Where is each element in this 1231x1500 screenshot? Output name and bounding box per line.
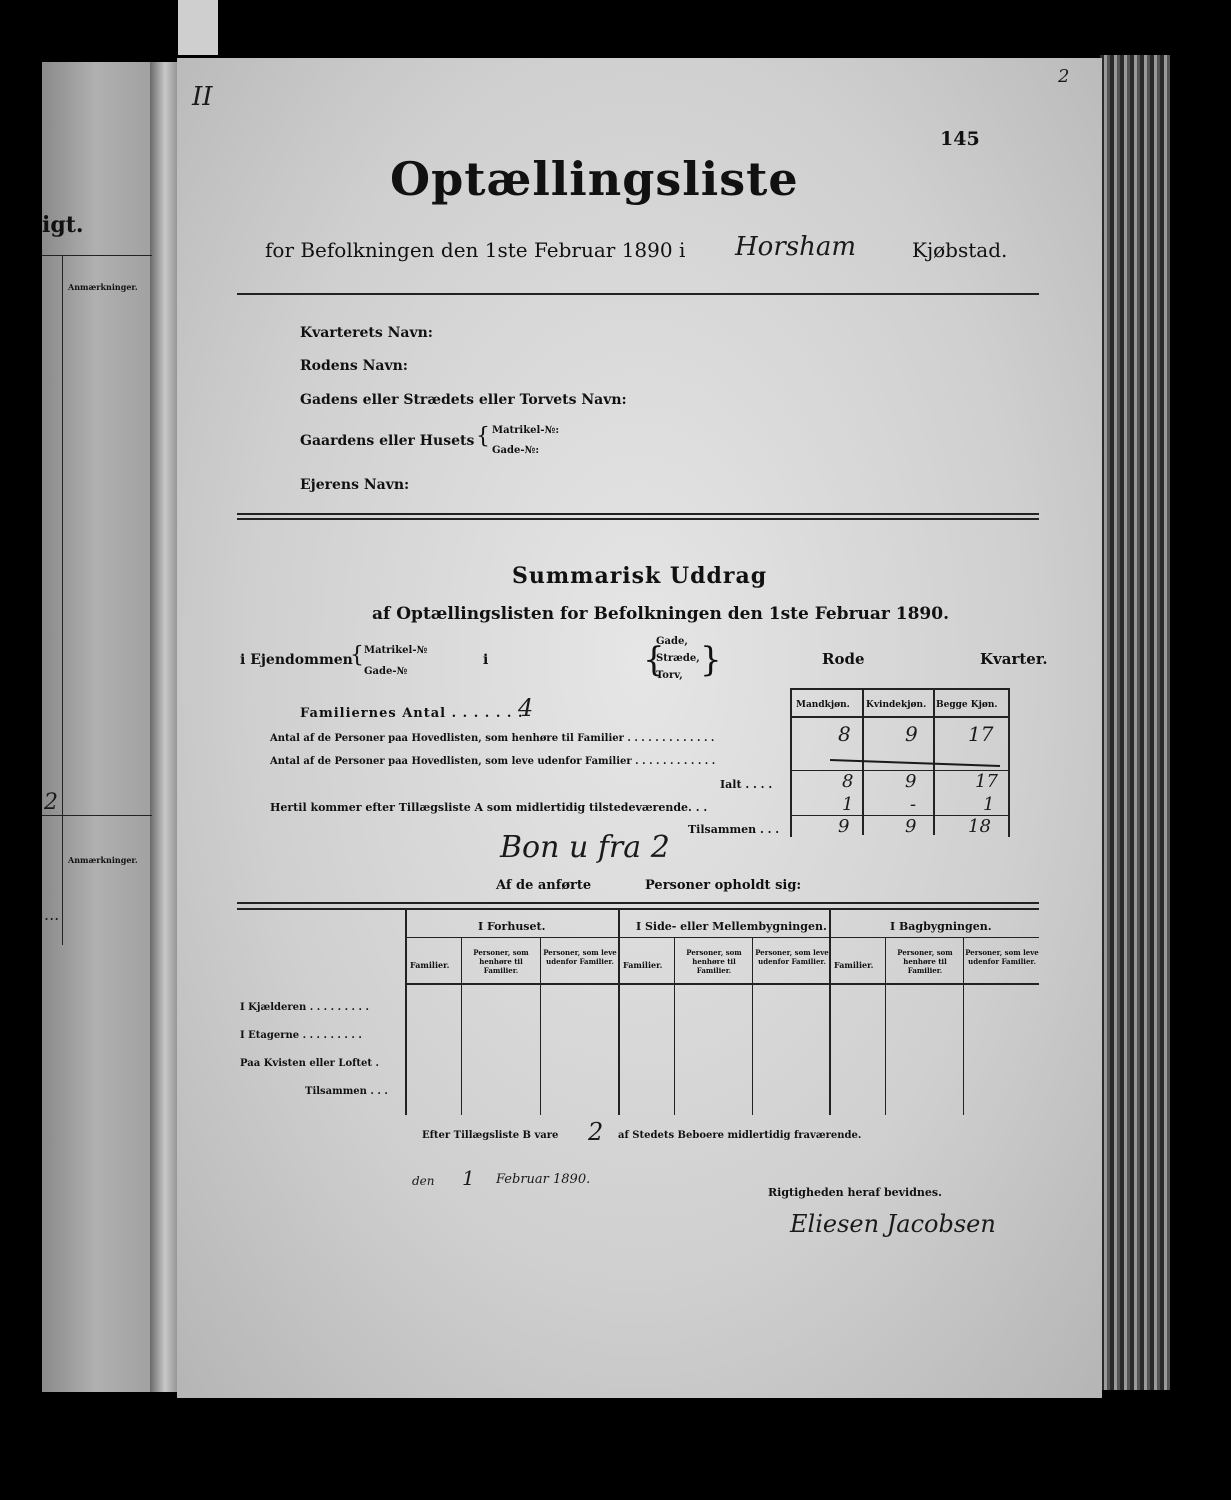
group-sidebygning: I Side- eller Mellembygningen. bbox=[636, 920, 827, 933]
table-top-rule bbox=[237, 902, 1039, 904]
kvarter-label: Kvarter. bbox=[980, 650, 1048, 668]
subcol-familier: Familier. bbox=[410, 960, 450, 970]
value-mand-ialt: 8 bbox=[842, 771, 854, 792]
property-matrikel-nr: Matrikel-№ bbox=[364, 645, 428, 656]
book-gutter bbox=[150, 62, 180, 1392]
value-mand-tillaeg: 1 bbox=[842, 794, 854, 815]
field-matrikel-nr: Matrikel-№: bbox=[492, 425, 560, 436]
row-kjaelderen: I Kjælderen . . . . . . . . . bbox=[240, 1002, 369, 1013]
subcol-udenfor: Personer, som leve udenfor Familier. bbox=[965, 948, 1039, 966]
row-etagerne: I Etagerne . . . . . . . . . bbox=[240, 1030, 362, 1041]
col-kvindekjon: Kvindekjøn. bbox=[866, 700, 927, 710]
row-label-udenfor: Antal af de Personer paa Hovedlisten, som leve udenfor Familier . . . . . . . . . . . . bbox=[270, 756, 716, 767]
summary-subheading: af Optællingslisten for Befolkningen den 1ste Februar 1890. bbox=[372, 604, 950, 624]
af-de-anforte: Af de anførte bbox=[496, 878, 592, 893]
subcol-familier: Familier. bbox=[834, 960, 874, 970]
table-col-line bbox=[540, 937, 541, 1115]
table-top-rule bbox=[237, 908, 1039, 910]
page-edges bbox=[1100, 55, 1170, 1390]
group-forhuset: I Forhuset. bbox=[478, 920, 546, 933]
row-kvisten-loftet: Paa Kvisten eller Loftet . bbox=[240, 1058, 379, 1069]
section-rule bbox=[237, 513, 1039, 515]
value-begge-henhore: 17 bbox=[968, 722, 994, 746]
value-mand-tilsammen: 9 bbox=[838, 816, 850, 837]
field-gadens-navn: Gadens eller Strædets eller Torvets Navn: bbox=[300, 392, 627, 408]
left-rule bbox=[42, 255, 152, 256]
field-gade-nr: Gade-№: bbox=[492, 445, 540, 456]
page-title: Optællingsliste bbox=[390, 152, 799, 206]
tillaegsliste-b-prefix: Efter Tillægsliste B vare bbox=[422, 1130, 559, 1141]
value-begge-tilsammen: 18 bbox=[968, 816, 991, 837]
corner-roman-numeral: II bbox=[192, 82, 213, 112]
familiernes-antal-label: Familiernes Antal . . . . . . . bbox=[300, 706, 524, 721]
table-col-line bbox=[885, 937, 886, 1115]
row-label-henhore: Antal af de Personer paa Hovedlisten, som henhøre til Familier . . . . . . . . . . . . . bbox=[270, 733, 715, 744]
table-divider bbox=[405, 910, 407, 1115]
place-type-torv: Torv, bbox=[656, 670, 683, 681]
left-column-line bbox=[62, 815, 63, 945]
value-begge-ialt: 17 bbox=[975, 771, 998, 792]
field-gaardens-husets: Gaardens eller Husets bbox=[300, 433, 475, 449]
signature: Eliesen Jacobsen bbox=[790, 1210, 996, 1238]
header-rule bbox=[237, 293, 1039, 295]
handwritten-note: Bon u fra 2 bbox=[500, 830, 670, 865]
table-col-line bbox=[752, 937, 753, 1115]
page-number: 145 bbox=[940, 128, 980, 150]
field-rodens-navn: Rodens Navn: bbox=[300, 358, 408, 374]
brace: } bbox=[700, 640, 722, 680]
personer-opholdt-sig: Personer opholdt sig: bbox=[645, 878, 802, 893]
subcol-henhore: Personer, som henhøre til Familier. bbox=[686, 948, 742, 975]
value-kvinde-henhore: 9 bbox=[905, 722, 918, 746]
row-label-tillaegsliste-a: Hertil kommer efter Tillægsliste A som midlertidig tilstedeværende. . . bbox=[270, 801, 708, 814]
property-gade-nr: Gade-№ bbox=[364, 666, 408, 677]
value-begge-tillaeg: 1 bbox=[983, 794, 995, 815]
col-begge-kjon: Begge Kjøn. bbox=[936, 700, 998, 710]
left-page-column-header: Anmærkninger. bbox=[68, 855, 138, 865]
paper-tab bbox=[178, 0, 218, 55]
value-kvinde-tilsammen: 9 bbox=[905, 816, 917, 837]
tillaegsliste-b-value: 2 bbox=[588, 1118, 604, 1146]
tillaegsliste-b-suffix: af Stedets Beboere midlertidig fraværende. bbox=[618, 1130, 862, 1141]
subcol-udenfor: Personer, som leve udenfor Familier. bbox=[755, 948, 829, 966]
row-label-ialt: Ialt . . . . bbox=[720, 778, 773, 791]
summary-heading: Summarisk Uddrag bbox=[512, 563, 768, 589]
i-ejendommen-label: i Ejendommen bbox=[240, 652, 353, 668]
field-kvarterets-navn: Kvarterets Navn: bbox=[300, 325, 433, 341]
group-bagbygning: I Bagbygningen. bbox=[890, 920, 992, 933]
table-header-rule bbox=[405, 983, 1039, 985]
row-label-tilsammen: Tilsammen . . . bbox=[688, 823, 780, 836]
left-page-column-header: Anmærkninger. bbox=[68, 282, 138, 292]
value-kvinde-tillaeg: - bbox=[910, 794, 917, 815]
subcol-familier: Familier. bbox=[623, 960, 663, 970]
table-col-line bbox=[674, 937, 675, 1115]
counts-header-rule bbox=[790, 716, 1008, 718]
place-type-gade: Gade, bbox=[656, 636, 688, 647]
subtitle-suffix: Kjøbstad. bbox=[912, 238, 1008, 262]
brace: { bbox=[643, 640, 665, 680]
table-col-line bbox=[461, 937, 462, 1115]
rode-label: Rode bbox=[822, 650, 865, 668]
left-page-handwriting: ... bbox=[44, 905, 60, 924]
left-column-line bbox=[62, 255, 63, 815]
brace: { bbox=[350, 643, 364, 668]
table-group-rule bbox=[405, 937, 1039, 938]
value-mand-henhore: 8 bbox=[838, 722, 851, 746]
left-rule bbox=[42, 815, 152, 816]
subcol-henhore: Personer, som henhøre til Familier. bbox=[897, 948, 953, 975]
table-divider bbox=[618, 910, 620, 1115]
subtitle-prefix: for Befolkningen den 1ste Februar 1890 i bbox=[265, 238, 686, 262]
i-label: i bbox=[483, 652, 489, 668]
table-col-line bbox=[963, 937, 964, 1115]
counts-col-divider bbox=[933, 688, 935, 835]
handwritten-town: Horsham bbox=[735, 232, 856, 262]
field-ejerens-navn: Ejerens Navn: bbox=[300, 477, 410, 493]
table-divider bbox=[829, 910, 831, 1115]
rigtigheden-label: Rigtigheden heraf bevidnes. bbox=[768, 1186, 942, 1199]
left-page-handwriting: 2 bbox=[44, 790, 58, 815]
corner-number: 2 bbox=[1058, 66, 1070, 87]
brace: { bbox=[476, 424, 490, 449]
value-kvinde-ialt: 9 bbox=[905, 771, 917, 792]
date-day: 1 bbox=[462, 1166, 475, 1190]
subcol-udenfor: Personer, som leve udenfor Familier. bbox=[543, 948, 617, 966]
date-prefix: den bbox=[412, 1174, 435, 1188]
subcol-henhore: Personer, som henhøre til Familier. bbox=[473, 948, 529, 975]
familiernes-antal-value: 4 bbox=[518, 694, 534, 722]
row-tilsammen: Tilsammen . . . bbox=[305, 1086, 388, 1097]
date-rest: Februar 1890. bbox=[496, 1172, 591, 1187]
left-page-fragment: igt. bbox=[42, 212, 84, 238]
place-type-straede: Stræde, bbox=[656, 653, 700, 664]
section-rule bbox=[237, 518, 1039, 520]
col-mandkjon: Mandkjøn. bbox=[796, 700, 850, 710]
